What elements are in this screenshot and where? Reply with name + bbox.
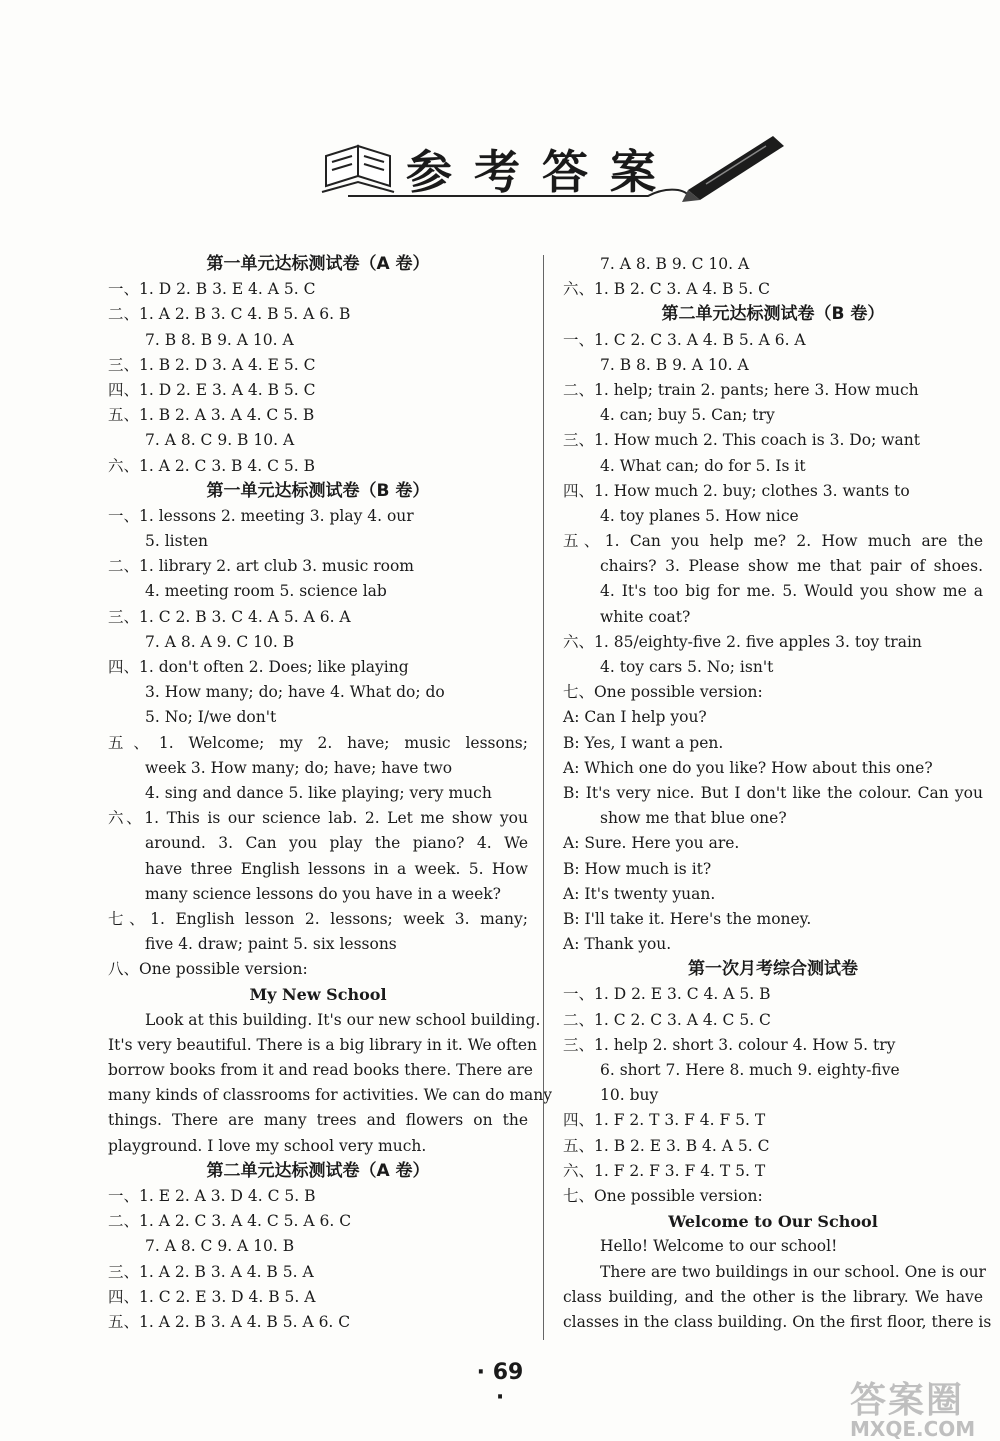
answer-line: 4. can; buy 5. Can; try (600, 406, 775, 425)
answer-line: chairs? 3. Please show me that pair of shoes. (600, 557, 983, 576)
answer-line: 5. No; I/we don't (145, 708, 277, 727)
watermark (850, 1372, 975, 1441)
answer-line: around. 3. Can you play the piano? 4. We (145, 834, 528, 853)
answer-line: playground. I love my school very much. (108, 1136, 427, 1155)
answer-line: 4. meeting room 5. science lab (145, 582, 387, 601)
answer-line: 一、1. D 2. B 3. E 4. A 5. C (108, 280, 316, 299)
answer-line: 四、1. F 2. T 3. F 4. F 5. T (563, 1111, 766, 1130)
answer-line: 4. What can; do for 5. Is it (600, 456, 806, 475)
answer-line: 三、1. A 2. B 3. A 4. B 5. A (108, 1262, 314, 1281)
answer-line: 六、1. 85/eighty-five 2. five apples 3. toy train (563, 632, 922, 651)
text-line: There are two buildings in our school. One is our (600, 1262, 986, 1281)
watermark-logo: 答案圈 (850, 1380, 965, 1421)
section-heading: 第一单元达标测试卷（A 卷） (206, 254, 430, 274)
answer-line: 七、One possible version: (563, 683, 763, 702)
answer-line: 四、1. don't often 2. Does; like playing (108, 658, 409, 676)
answer-line: 一、1. D 2. E 3. C 4. A 5. B (563, 985, 771, 1004)
answer-line: A: Which one do you like? How about this one? (563, 758, 933, 777)
answer-line: 三、1. How much 2. This coach is 3. Do; want (563, 431, 920, 450)
answer-key-header (318, 128, 788, 208)
answer-line: 二、1. help; train 2. pants; here 3. How much (563, 380, 919, 399)
text-line: Look at this building. It's our new school building. (145, 1010, 541, 1029)
answer-line: 7. B 8. B 9. A 10. A (600, 355, 749, 374)
section-heading: 第二单元达标测试卷（A 卷） (206, 1160, 430, 1181)
text-line: class building, and the other is the library. We have (563, 1287, 983, 1306)
answer-line: 10. buy (600, 1086, 659, 1105)
answer-line: week 3. How many; do; have; have two (145, 758, 453, 777)
answer-line: 三、1. C 2. B 3. C 4. A 5. A 6. A (108, 607, 351, 626)
text-line: borrow books from it and read books there. There are (108, 1061, 533, 1079)
answer-line: 五、1. Welcome; my 2. have; music lessons; (108, 733, 528, 752)
answer-line: 4. toy cars 5. No; isn't (600, 658, 774, 676)
answer-line: 三、1. B 2. D 3. A 4. E 5. C (108, 355, 316, 374)
answer-line: 7. A 8. A 9. C 10. B (145, 632, 295, 651)
answer-line: 4. toy planes 5. How nice (600, 506, 799, 525)
text-line: Hello! Welcome to our school! (600, 1237, 838, 1256)
pen-icon (682, 136, 784, 202)
answer-line: A: It's twenty yuan. (563, 884, 716, 903)
answer-line: 一、1. E 2. A 3. D 4. C 5. B (108, 1186, 316, 1205)
answer-line: 四、1. C 2. E 3. D 4. B 5. A (108, 1287, 316, 1306)
answer-line: 六、1. This is our science lab. 2. Let me show you (108, 809, 528, 828)
section-heading: 第一次月考综合测试卷 (688, 959, 858, 980)
page-title: 参考答案 (406, 145, 678, 199)
answer-line: 二、1. A 2. B 3. C 4. B 5. A 6. B (108, 305, 351, 324)
answer-line: 一、1. C 2. C 3. A 4. B 5. A 6. A (563, 330, 806, 349)
section-heading: 第一单元达标测试卷（B 卷） (206, 480, 430, 501)
open-book-icon (322, 146, 394, 192)
answer-line: 7. A 8. C 9. A 10. B (145, 1237, 295, 1256)
answer-line: 四、1. D 2. E 3. A 4. B 5. C (108, 380, 316, 399)
answer-line: A: Thank you. (563, 935, 672, 954)
answer-line: B: Yes, I want a pen. (563, 733, 724, 752)
answer-line: 五、1. B 2. A 3. A 4. C 5. B (108, 406, 315, 425)
answer-line: 一、1. lessons 2. meeting 3. play 4. our (108, 506, 414, 525)
answer-line: 六、1. F 2. F 3. F 4. T 5. T (563, 1161, 766, 1180)
answer-line: many science lessons do you have in a week? (145, 884, 501, 903)
answer-line: 二、1. A 2. C 3. A 4. C 5. A 6. C (108, 1212, 352, 1231)
answer-line: 五、1. A 2. B 3. A 4. B 5. A 6. C (108, 1312, 351, 1331)
answer-line: 7. B 8. B 9. A 10. A (145, 330, 294, 349)
text-line: classes in the class building. On the first floor, there is (563, 1312, 992, 1331)
answer-line: B: I'll take it. Here's the money. (563, 909, 812, 928)
answer-line: 三、1. help 2. short 3. colour 4. How 5. try (563, 1035, 896, 1054)
answer-line: 7. A 8. C 9. B 10. A (145, 431, 295, 450)
answer-line: white coat? (600, 607, 691, 626)
answer-line: 七、1. English lesson 2. lessons; week 3. many; (108, 909, 528, 928)
answer-line: 7. A 8. B 9. C 10. A (600, 255, 750, 273)
answer-line: A: Can I help you? (563, 708, 707, 727)
composition-title: My New School (249, 985, 387, 1005)
answer-line: 五、1. Can you help me? 2. How much are the (563, 532, 983, 551)
left-answer-column (108, 252, 553, 1335)
composition-title: Welcome to Our School (668, 1212, 878, 1232)
answer-line: 4. sing and dance 5. like playing; very much (145, 783, 492, 802)
answer-line: five 4. draw; paint 5. six lessons (145, 935, 397, 954)
text-line: It's very beautiful. There is a big library in it. We often (108, 1035, 537, 1054)
answer-line: 二、1. library 2. art club 3. music room (108, 557, 414, 576)
column-divider (543, 255, 544, 1340)
answer-line: A: Sure. Here you are. (563, 834, 740, 853)
answer-line: 六、1. B 2. C 3. A 4. B 5. C (563, 280, 770, 299)
answer-line: 八、One possible version: (108, 960, 308, 979)
answer-line: 二、1. C 2. C 3. A 4. C 5. C (563, 1010, 771, 1029)
right-answer-column (563, 252, 992, 1335)
text-line: many kinds of classrooms for activities. We can do many (108, 1086, 553, 1105)
answer-line: 四、1. How much 2. buy; clothes 3. wants to (563, 481, 910, 500)
answer-line: have three English lessons in a week. 5. How (145, 859, 528, 878)
answer-line: 5. listen (145, 532, 208, 551)
watermark-domain: MXQE.COM (850, 1417, 976, 1441)
answer-line: 七、One possible version: (563, 1186, 763, 1205)
answer-line: show me that blue one? (600, 809, 787, 828)
answer-line: B: How much is it? (563, 859, 712, 878)
section-heading: 第二单元达标测试卷（B 卷） (661, 304, 885, 325)
answer-line: 六、1. A 2. C 3. B 4. C 5. B (108, 456, 315, 475)
answer-line: 3. How many; do; have 4. What do; do (145, 683, 445, 702)
text-line: B: It's very nice. But I don't like the colour. Can you (563, 783, 983, 802)
text-line: things. There are many trees and flowers on the (108, 1111, 528, 1130)
answer-line: 6. short 7. Here 8. much 9. eighty-five (600, 1061, 900, 1079)
page-number: · 69 · (476, 1360, 524, 1410)
answer-line: 4. It's too big for me. 5. Would you show me a (600, 582, 983, 601)
answer-line: 五、1. B 2. E 3. B 4. A 5. C (563, 1136, 770, 1155)
